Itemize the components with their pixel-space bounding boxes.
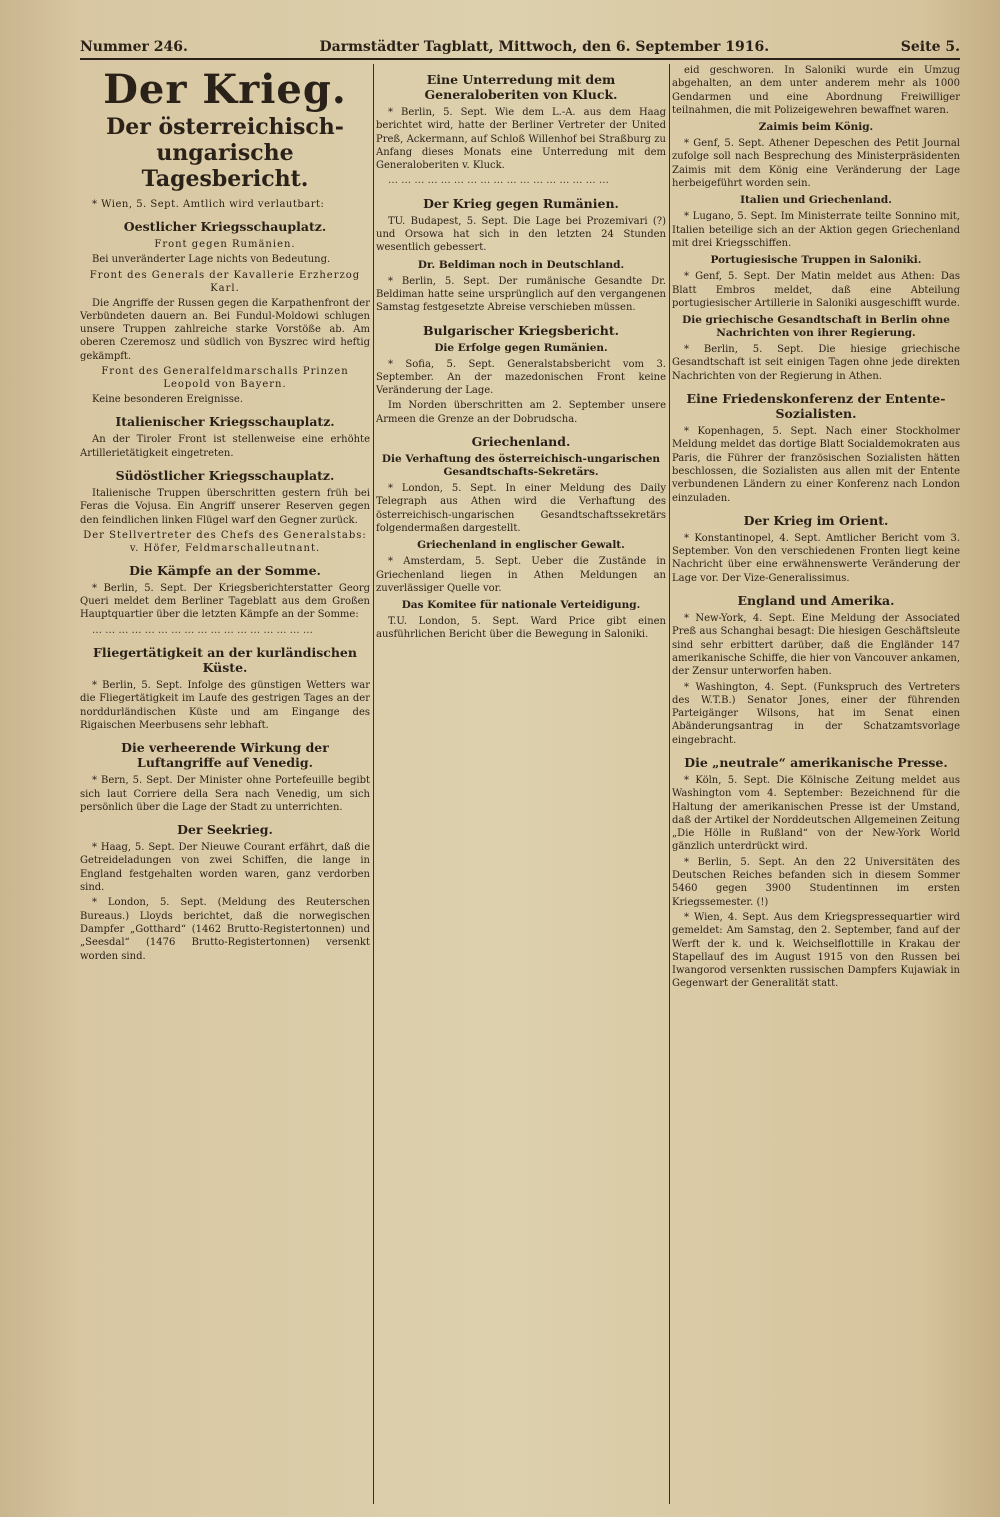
- article-paragraph: * Berlin, 5. Sept. Wie dem L.-A. aus dem Haag berichtet wird, hatte der Berliner Vertreter der United Preß, Ackermann, auf Schloß Willenhof bei Straßburg zu Anfang dieses Monats eine Unterredung mit dem Generaloberiten v. Kluck.: [376, 107, 666, 172]
- section-title: Der Seekrieg.: [177, 822, 273, 838]
- article-paragraph: Die Angriffe der Russen gegen die Karpathenfront der Verbündeten dauern an. Bei Fundul-Moldowi schlugen unsere Truppen zahlreiche starke Vorstöße ab. Am oberen Czeremosz und südlich von Byszrec wird heftig gekämpft.: [80, 297, 370, 362]
- section-subtitle: Front gegen Rumänien.: [154, 239, 296, 251]
- columns: [80, 64, 960, 1504]
- article-paragraph: Keine besonderen Ereignisse.: [92, 394, 244, 406]
- article-paragraph: * Köln, 5. Sept. Die Kölnische Zeitung meldet aus Washington vom 4. September: Bezeichnend für die Haltung der amerikanischen Presse ist der Umstand, daß der Artikel der Norddeutschen Allgemeinen Zeitung „Die Hölle in Rußland“ von der New-York World gänzlich unterdrückt wird.: [672, 774, 960, 853]
- issue-number: Nummer 246.: [80, 39, 188, 55]
- article-paragraph: … … … … … … … … … … … … … … … … …: [388, 175, 609, 187]
- masthead: [80, 36, 960, 60]
- article-paragraph: * Lugano, 5. Sept. Im Ministerrate teilte Sonnino mit, Italien beteilige sich an der Aktion gegen Griechenland mit drei Kriegsschiffen.: [672, 211, 960, 249]
- article-paragraph: * Berlin, 5. Sept. Infolge des günstigen Wetters war die Fliegertätigkeit im Laufe des gestrigen Tages an der norddurländischen Küste und am Eingange des Rigaischen Meerbusens sehr lebhaft.: [80, 680, 370, 731]
- section-title: Der Krieg gegen Rumänien.: [423, 195, 619, 211]
- article-paragraph: Bei unveränderter Lage nichts von Bedeutung.: [92, 254, 331, 266]
- section-subtitle: Dr. Beldiman noch in Deutschland.: [417, 258, 625, 271]
- section-title: Griechenland.: [471, 434, 571, 450]
- article-paragraph: * Berlin, 5. Sept. Die hiesige griechische Gesandtschaft ist seit einigen Tagen ohne jede direkten Nachrichten von der Regierung in Athen.: [672, 344, 960, 382]
- column-2: [376, 64, 666, 1504]
- article-paragraph: An der Tiroler Front ist stellenweise eine erhöhte Artillerietätigkeit eingetreten.: [80, 434, 370, 459]
- section-subtitle: Die griechische Gesandtschaft in Berlin ohne Nachrichten von ihrer Regierung.: [682, 314, 950, 340]
- article-paragraph: * Berlin, 5. Sept. Der rumänische Gesandte Dr. Beldiman hatte seine ursprünglich auf den vergangenen Samstag festgesetzte Abreise verschieben müssen.: [376, 275, 666, 314]
- article-paragraph: * Genf, 5. Sept. Der Matin meldet aus Athen: Das Blatt Embros meldet, daß eine Abteilung portugiesischer Artillerie in Saloniki ausgeschifft wurde.: [672, 271, 960, 309]
- article-paragraph: * London, 5. Sept. In einer Meldung des Daily Telegraph aus Athen wird die Verhaftung des österreichisch-ungarischen Gesandtschaftssekretärs folgendermaßen dargestellt.: [376, 483, 666, 534]
- section-subtitle: Die Erfolge gegen Rumänien.: [434, 341, 608, 354]
- section-title: Der Krieg im Orient.: [743, 512, 889, 528]
- section-title: Die verheerende Wirkung der Luftangriffe auf Venedig.: [121, 740, 329, 771]
- lead-paragraph: * Wien, 5. Sept. Amtlich wird verlautbart:: [92, 199, 325, 210]
- section-title: Eine Unterredung mit dem Generaloberiten von Kluck.: [424, 72, 618, 102]
- column-1: [80, 64, 370, 1504]
- masthead-title: Darmstädter Tagblatt, Mittwoch, den 6. September 1916.: [319, 39, 770, 55]
- sub-headline: Der österreichisch-ungarische Tagesbericht.: [106, 114, 344, 192]
- column-divider: [373, 64, 374, 1504]
- article-paragraph: * London, 5. Sept. (Meldung des Reuterschen Bureaus.) Lloyds berichtet, daß die norwegischen Dampfer „Gotthard“ (1462 Brutto-Registertonnen) und „Seesdal“ (1476 Brutto-Registertonnen) versenkt worden sind.: [80, 897, 370, 962]
- page-number: Seite 5.: [900, 39, 960, 55]
- section-title: England und Amerika.: [737, 593, 895, 609]
- section-title: Die „neutrale“ amerikanische Presse.: [684, 754, 948, 770]
- article-paragraph: * Berlin, 5. Sept. Der Kriegsberichterstatter Georg Queri meldet dem Berliner Tageblatt aus dem Großen Hauptquartier über die letzten Kämpfe an der Somme:: [80, 582, 370, 621]
- article-paragraph: TU. Budapest, 5. Sept. Die Lage bei Prozemivari (?) und Orsowa hat sich in den letzten 24 Stunden wesentlich gebessert.: [376, 215, 666, 254]
- section-title: Oestlicher Kriegsschauplatz.: [123, 219, 327, 235]
- section-title: Die Kämpfe an der Somme.: [129, 562, 321, 578]
- front-heading: Front des Generals der Kavallerie Erzherzog Karl.: [89, 269, 361, 294]
- article-paragraph: Im Norden überschritten am 2. September unsere Armeen die Grenze an der Dobrudscha.: [376, 400, 666, 425]
- section-subtitle: Griechenland in englischer Gewalt.: [417, 539, 625, 552]
- article-paragraph: * Wien, 4. Sept. Aus dem Kriegspressequartier wird gemeldet: Am Samstag, den 2. September, fand auf der Werft der k. und k. Weichselflottille in Krakau der Stapellauf des im August 1915 von den Russen bei Iwangorod versenkten russischen Dampfers Kujawiak in Gegenwart der Generalität statt.: [672, 911, 960, 990]
- article-paragraph: * New-York, 4. Sept. Eine Meldung der Associated Preß aus Schanghai besagt: Die hiesigen Geschäftsleute sind sehr erbittert darüber, daß die Engländer 147 amerikanische Schiffe, die hier von Vancouver ankamen, der Zensur unterworfen haben.: [672, 613, 960, 678]
- article-paragraph: * Genf, 5. Sept. Athener Depeschen des Petit Journal zufolge soll nach Besprechung des Ministerpräsidenten Zaimis mit dem König eine Veränderung der Lage herbeigeführt worden sein.: [672, 138, 960, 190]
- section-title: Südöstlicher Kriegsschauplatz.: [115, 467, 335, 483]
- main-headline: Der Krieg.: [103, 66, 347, 113]
- section-subtitle: Zaimis beim König.: [758, 121, 874, 134]
- front-heading: Front des Generalfeldmarschalls Prinzen Leopold von Bayern.: [101, 366, 349, 391]
- article-paragraph: * Konstantinopel, 4. Sept. Amtlicher Bericht vom 3. September. Von den verschiedenen Fronten liegt keine Nachricht über eine erwähnenswerte Veränderung der Lage vor. Der Vize-Generalissimus.: [672, 532, 960, 584]
- signature: Der Stellvertreter des Chefs des Generalstabs: v. Höfer, Feldmarschalleutnant.: [83, 529, 367, 554]
- article-paragraph: * Bern, 5. Sept. Der Minister ohne Portefeuille begibt sich laut Corriere della Sera nach Venedig, um sich persönlich über die Lage der Stadt zu unterrichten.: [80, 775, 370, 813]
- article-paragraph: * Sofia, 5. Sept. Generalstabsbericht vom 3. September. An der mazedonischen Front keine Veränderung der Lage.: [376, 358, 666, 397]
- article-paragraph: T.U. London, 5. Sept. Ward Price gibt einen ausführlichen Bericht über die Bewegung in Saloniki.: [376, 616, 666, 641]
- section-subtitle: Das Komitee für nationale Verteidigung.: [401, 599, 641, 612]
- section-title: Eine Friedenskonferenz der Entente-Sozialisten.: [686, 391, 946, 422]
- column-divider: [669, 64, 670, 1504]
- article-paragraph: * Haag, 5. Sept. Der Nieuwe Courant erfährt, daß die Getreideladungen von zwei Schiffen, die lange in England festgehalten worden waren, ganz verdorben sind.: [80, 842, 370, 894]
- section-subtitle: Italien und Griechenland.: [740, 194, 892, 207]
- section-title: Italienischer Kriegsschauplatz.: [115, 414, 335, 430]
- section-title: Bulgarischer Kriegsbericht.: [423, 322, 619, 338]
- article-paragraph: Italienische Truppen überschritten gestern früh bei Feras die Vojusa. Ein Angriff unserer Reserven gegen den feindlichen linken Flügel warf den Gegner zurück.: [80, 487, 370, 526]
- article-paragraph: * Berlin, 5. Sept. An den 22 Universitäten des Deutschen Reiches befanden sich in diesem Sommer 5460 gegen 3900 Studentinnen im ersten Kriegssemester. (!): [672, 856, 960, 908]
- article-paragraph: * Washington, 4. Sept. (Funkspruch des Vertreters des W.T.B.) Senator Jones, einer der führenden Parteigänger Wilsons, hat im Senat einen Abänderungsantrag in der Schatzamtsvorlage eingebracht.: [672, 681, 960, 746]
- section-title: Fliegertätigkeit an der kurländischen Küste.: [93, 645, 357, 676]
- section-subtitle: Die Verhaftung des österreichisch-ungarischen Gesandtschafts-Sekretärs.: [381, 453, 661, 479]
- article-paragraph: eid geschworen. In Saloniki wurde ein Umzug abgehalten, an dem unter anderem mehr als 1000 Gendarmen und eine Abordnung Freiwilliger teilnahmen, die mit Polizeigewehren bewaffnet waren.: [672, 65, 960, 116]
- section-subtitle: Portugiesische Truppen in Saloniki.: [710, 254, 922, 267]
- column-3: [672, 64, 960, 1504]
- article-paragraph: … … … … … … … … … … … … … … … … …: [92, 624, 313, 636]
- article-paragraph: * Kopenhagen, 5. Sept. Nach einer Stockholmer Meldung meldet das dortige Blatt Socialdemokraten aus Paris, die Führer der französischen Sozialisten hätten beschlossen, die Sozialisten aus allen mit der Entente verbundenen Ländern zu einer Konferenz nach London einzuladen.: [672, 426, 960, 504]
- article-paragraph: * Amsterdam, 5. Sept. Ueber die Zustände in Griechenland liegen in Athen Meldungen an zuverlässiger Quelle vor.: [376, 556, 666, 594]
